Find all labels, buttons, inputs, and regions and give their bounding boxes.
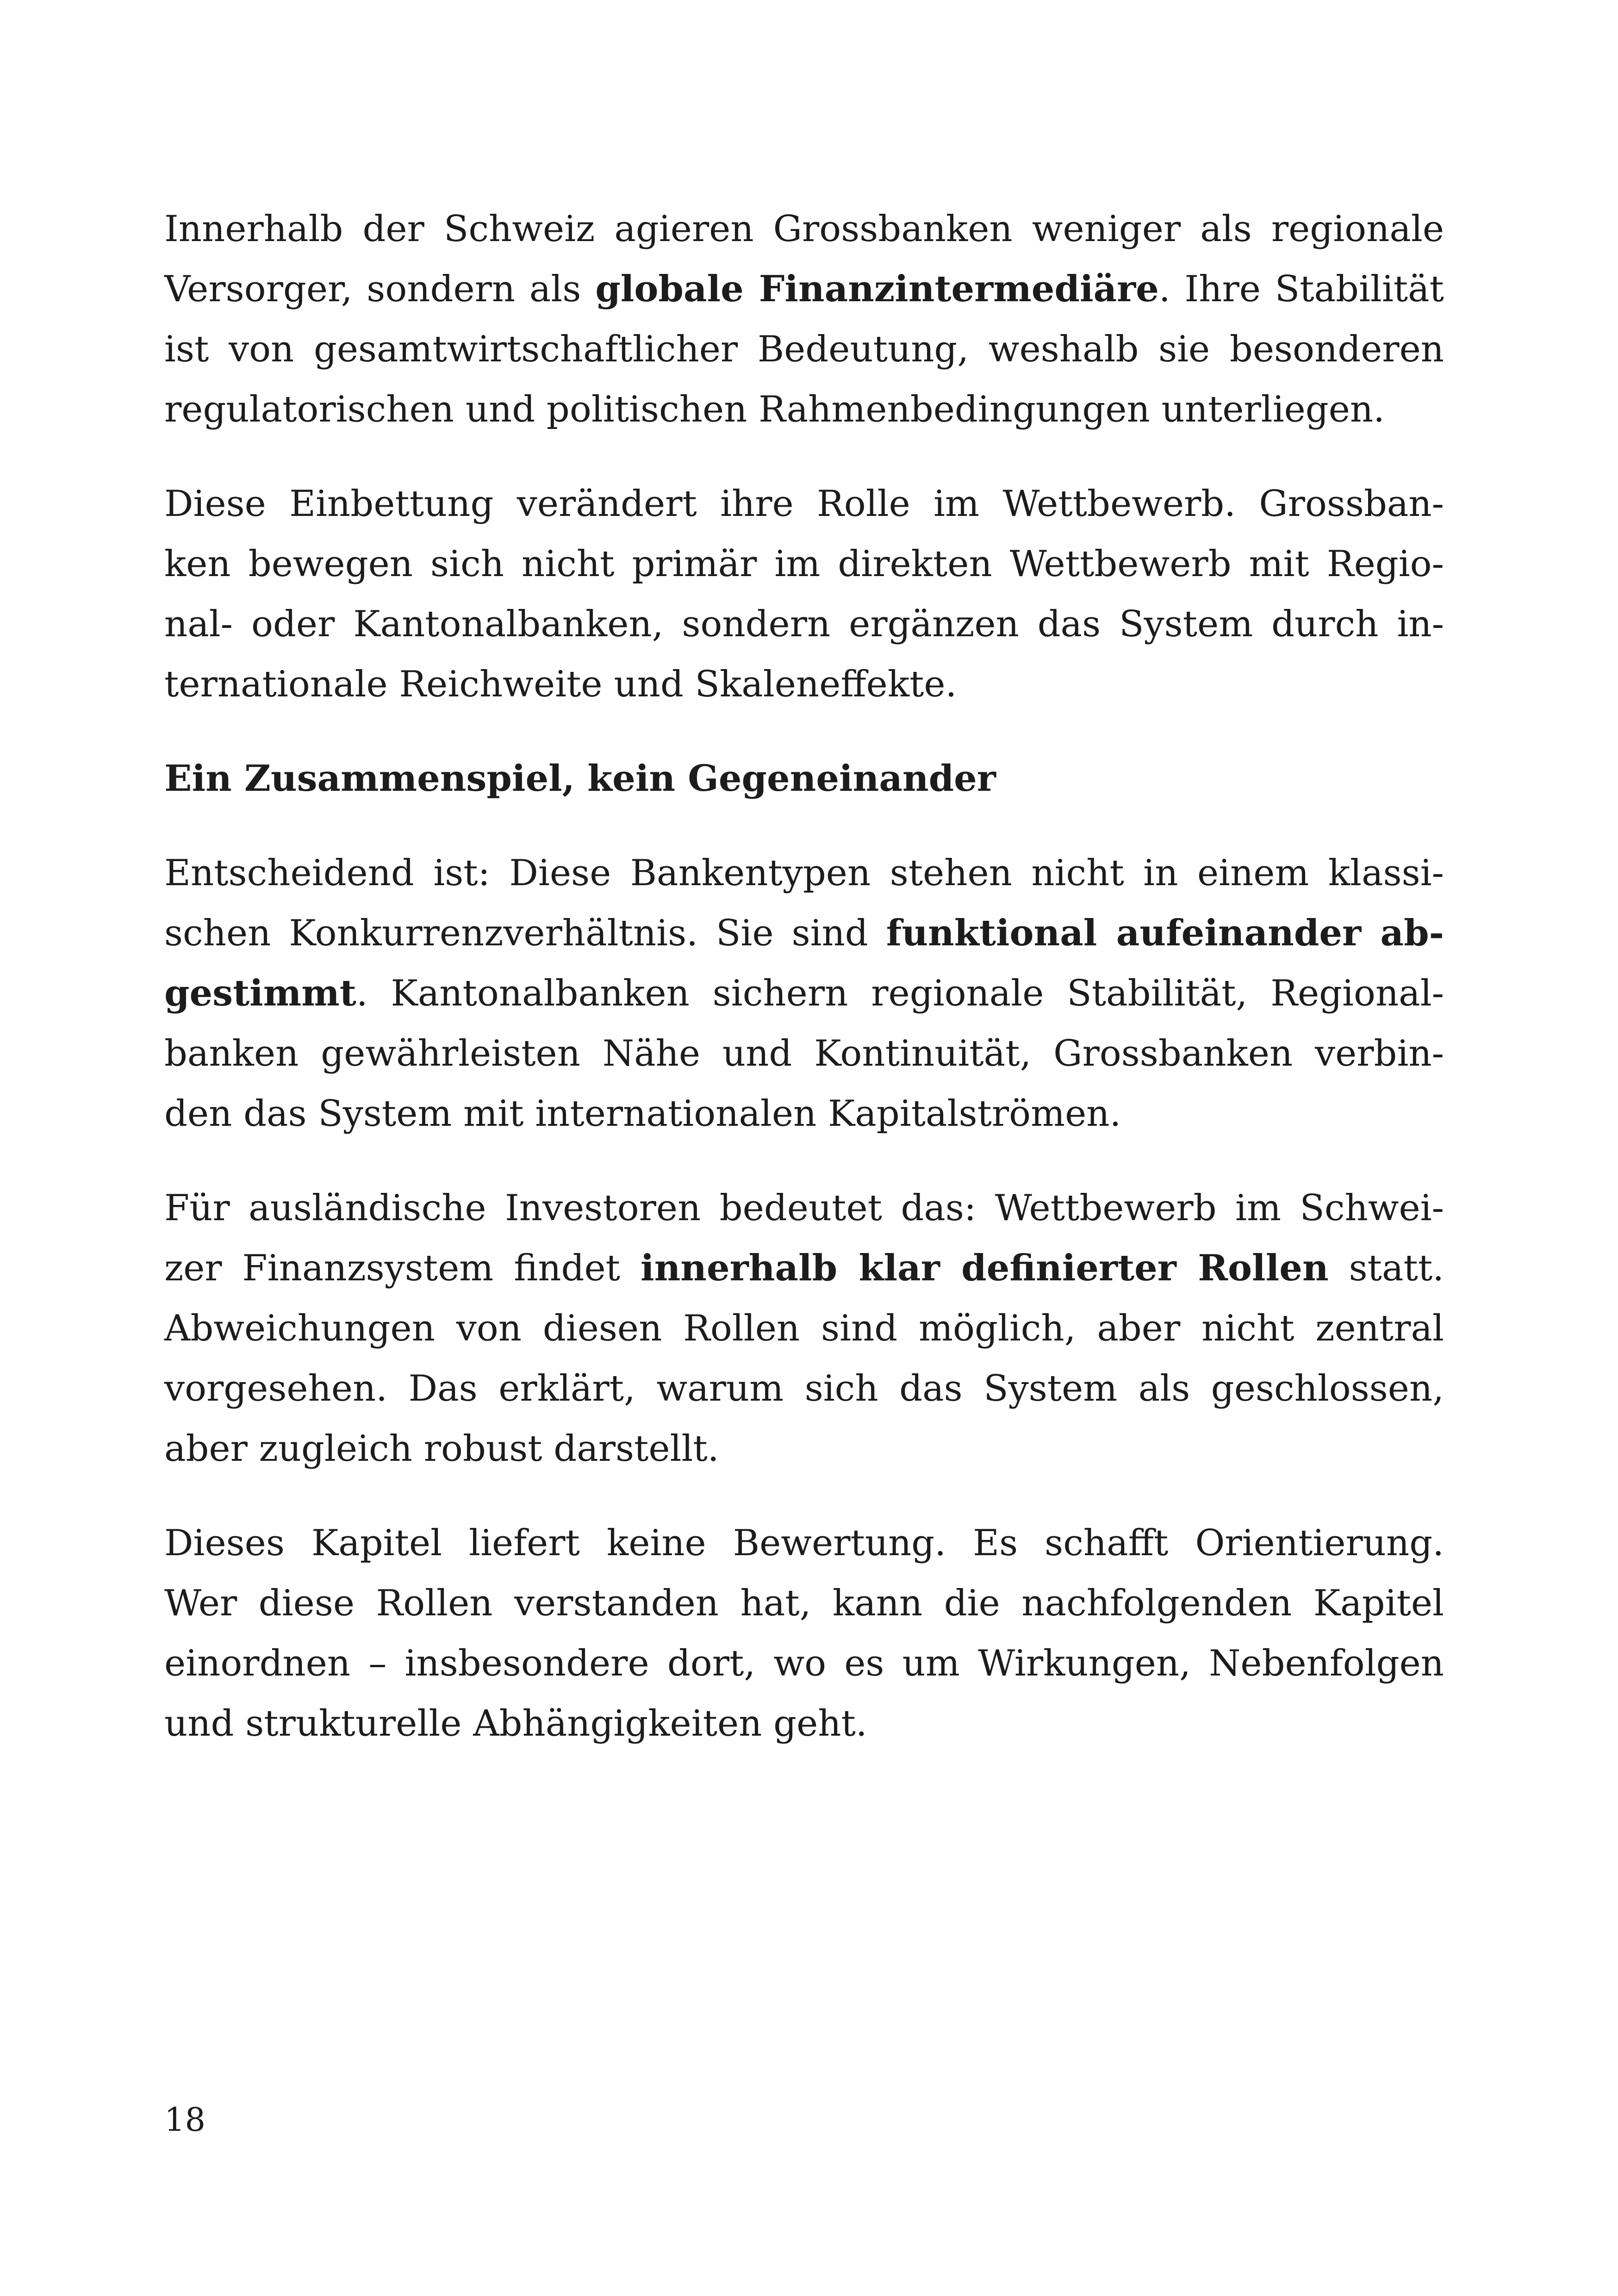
bold-text-run: innerhalb klar definierter Rollen [640, 1247, 1329, 1289]
text-line: Diese Einbettung verändert ihre Rolle im Wettbewerb. Grossban- [164, 483, 1444, 525]
text-line [164, 1238, 1444, 1298]
text-run: statt. [1328, 1247, 1444, 1289]
text-line [164, 259, 1444, 319]
bold-text-run: gestimmt [164, 972, 356, 1014]
text-run: schen Konkurrenzverhältnis. Sie sind [164, 912, 886, 954]
text-line: aber zugleich robust darstellt. [164, 1428, 719, 1470]
paragraph-1 [164, 199, 1444, 440]
text-line: banken gewährleisten Nähe und Kontinuität, Grossbanken verbin- [164, 1033, 1444, 1074]
text-line: vorgesehen. Das erklärt, warum sich das System als geschlossen, [164, 1368, 1444, 1409]
text-line: Für ausländische Investoren bedeutet das: Wettbewerb im Schwei- [164, 1187, 1444, 1229]
bold-text-run: funktional aufeinander ab- [886, 912, 1444, 954]
text-run: . Kantonalbanken sichern regionale Stabilität, Regional- [356, 973, 1444, 1014]
text-line: ken bewegen sich nicht primär im direkten Wettbewerb mit Regio- [164, 543, 1444, 585]
text-line: ist von gesamtwirtschaftlicher Bedeutung, weshalb sie besonderen [164, 329, 1444, 370]
body-text [164, 199, 1444, 1788]
text-line: Entscheidend ist: Diese Bankentypen stehen nicht in einem klassi- [164, 852, 1444, 894]
text-line: nal- oder Kantonalbanken, sondern ergänzen das System durch in- [164, 603, 1444, 645]
text-line: und strukturelle Abhängigkeiten geht. [164, 1703, 867, 1744]
bold-text-run: globale Finanzintermediäre [595, 268, 1159, 310]
text-run: . Ihre Stabilität [1158, 268, 1444, 310]
paragraph-4 [164, 1178, 1444, 1479]
page-number: 18 [164, 2101, 206, 2139]
text-line: Dieses Kapitel liefert keine Bewertung. Es schafft Orientierung. [164, 1522, 1444, 1564]
text-run: zer Finanzsystem findet [164, 1247, 641, 1289]
paragraph-2 [164, 474, 1444, 714]
text-line: einordnen – insbesondere dort, wo es um Wirkungen, Nebenfolgen [164, 1643, 1444, 1684]
text-line [164, 963, 1444, 1024]
section-heading [164, 749, 1444, 809]
paragraph-3 [164, 843, 1444, 1144]
text-line [164, 903, 1444, 963]
text-line: ternationale Reichweite und Skaleneffekte. [164, 664, 957, 705]
text-line: Innerhalb der Schweiz agieren Grossbanken weniger als regionale [164, 208, 1444, 250]
paragraph-5 [164, 1513, 1444, 1754]
text-line: Abweichungen von diesen Rollen sind möglich, aber nicht zentral [164, 1308, 1444, 1349]
text-run: Versorger, sondern als [164, 268, 596, 310]
text-line: regulatorischen und politischen Rahmenbedingungen unterliegen. [164, 389, 1385, 430]
heading-text: Ein Zusammenspiel, kein Gegeneinander [164, 757, 996, 800]
text-line: den das System mit internationalen Kapitalströmen. [164, 1093, 1121, 1135]
text-line: Wer diese Rollen verstanden hat, kann die nachfolgenden Kapitel [164, 1582, 1444, 1624]
